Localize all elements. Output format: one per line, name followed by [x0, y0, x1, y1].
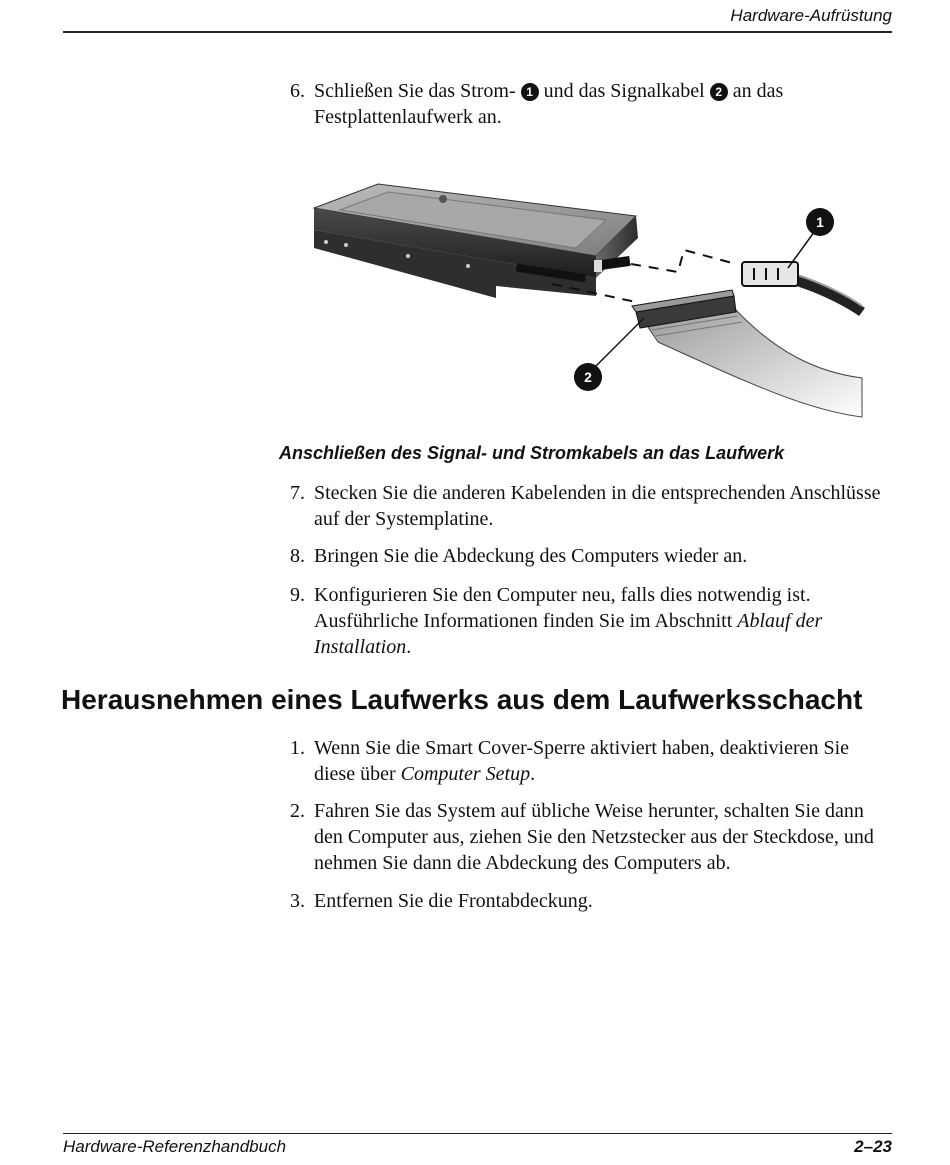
step-text: Entfernen Sie die Frontabdeckung.	[314, 890, 593, 912]
step-text: Konfigurieren Sie den Computer neu, falls dies notwendig ist. Ausführliche Informationen finden Sie im Abschnitt	[314, 584, 811, 632]
removal-step-2	[290, 798, 895, 876]
step-number: 7.	[290, 482, 305, 504]
removal-step-3	[290, 888, 895, 914]
figure-caption: Anschließen des Signal- und Stromkabels an das Laufwerk	[279, 443, 785, 463]
cross-reference: Ablauf der Installation	[314, 610, 823, 658]
step-text: Bringen Sie die Abdeckung des Computers wieder an.	[314, 545, 748, 567]
step-text: Schließen Sie das Strom-	[314, 80, 521, 102]
callout-1-marker: 1	[521, 83, 539, 101]
step-text: Fahren Sie das System auf übliche Weise herunter, schalten Sie dann den Computer aus, ziehen Sie den Netzstecker aus der Steckdose, und nehmen Sie dann die Abdeckung des Computers ab.	[314, 800, 874, 874]
step-8	[290, 543, 895, 569]
section-heading: Herausnehmen eines Laufwerks aus dem Laufwerksschacht	[61, 684, 863, 715]
step-number: 1.	[290, 737, 305, 759]
step-number: 3.	[290, 890, 305, 912]
page-number: 2–23	[854, 1137, 892, 1156]
ribbon-cable	[632, 290, 862, 417]
removal-step-1	[290, 735, 895, 787]
step-text: Wenn Sie die Smart Cover-Sperre aktiviert haben, deaktivieren Sie diese über	[314, 737, 850, 785]
step-text: an das Festplattenlaufwerk an.	[314, 80, 784, 128]
step-7	[290, 480, 895, 532]
hard-drive-illustration	[306, 172, 866, 422]
callout-2-label: 2	[584, 369, 592, 385]
power-cable	[742, 262, 862, 312]
callout-1-label: 1	[816, 214, 824, 230]
drive-body	[314, 184, 638, 298]
step-text: und das Signalkabel	[538, 80, 710, 102]
step-6	[290, 78, 895, 130]
step-number: 6.	[290, 80, 305, 102]
step-9	[290, 582, 895, 660]
step-text: .	[530, 763, 536, 785]
step-text: .	[406, 636, 412, 658]
hard-drive-figure	[306, 172, 866, 422]
cross-reference: Computer Setup	[400, 763, 531, 785]
callout-2-marker: 2	[710, 83, 728, 101]
footer-rule	[63, 1133, 892, 1134]
footer-manual-title: Hardware-Referenzhandbuch	[63, 1137, 287, 1156]
step-number: 2.	[290, 800, 305, 822]
callout-2-leader	[588, 318, 644, 374]
callout-1	[806, 208, 834, 236]
step-text: Stecken Sie die anderen Kabelenden in die entsprechenden Anschlüsse auf der Systemplatine.	[314, 482, 881, 530]
header-rule	[63, 31, 892, 33]
callout-2	[574, 363, 602, 391]
running-header: Hardware-Aufrüstung	[730, 6, 892, 25]
step-number: 8.	[290, 545, 305, 567]
step-number: 9.	[290, 584, 305, 606]
